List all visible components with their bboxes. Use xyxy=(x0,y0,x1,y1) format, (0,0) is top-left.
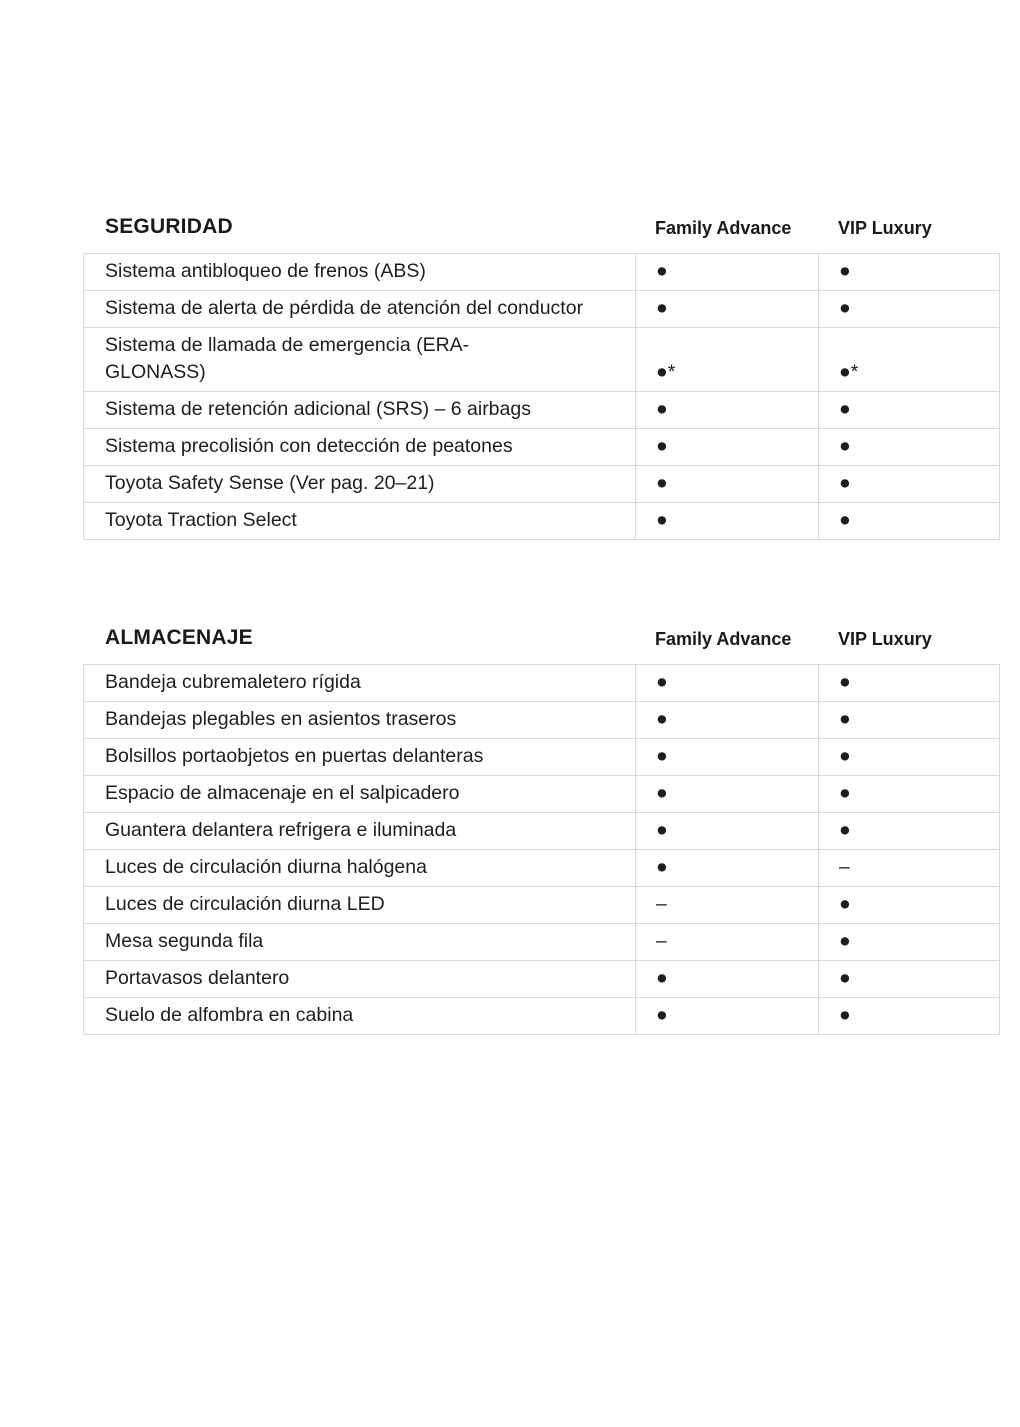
feature-label: Toyota Safety Sense (Ver pag. 20–21) xyxy=(84,466,636,503)
vip-luxury-value: ● xyxy=(819,961,1000,998)
feature-label: Sistema precolisión con detección de peatones xyxy=(84,429,636,466)
column-header-vip-luxury: VIP Luxury xyxy=(838,218,932,238)
table-row xyxy=(84,961,1000,998)
almacenaje-table xyxy=(83,664,1000,1035)
family-advance-value: ● xyxy=(636,998,819,1035)
vip-luxury-value: ● xyxy=(819,739,1000,776)
feature-label: Bandejas plegables en asientos traseros xyxy=(84,702,636,739)
table-row xyxy=(84,328,1000,392)
column-header-vip-luxury: VIP Luxury xyxy=(838,629,932,649)
family-advance-value: ● xyxy=(636,503,819,540)
vip-luxury-value: – xyxy=(819,850,1000,887)
table-row xyxy=(84,813,1000,850)
feature-label: Luces de circulación diurna halógena xyxy=(84,850,636,887)
feature-label: Sistema de llamada de emergencia (ERA-GLONASS) xyxy=(84,328,636,392)
feature-label: Sistema antibloqueo de frenos (ABS) xyxy=(84,254,636,291)
feature-label: Bandeja cubremaletero rígida xyxy=(84,665,636,702)
table-row xyxy=(84,466,1000,503)
section-title: SEGURIDAD xyxy=(105,215,233,238)
seguridad-section xyxy=(83,215,1000,531)
vip-luxury-value: ● xyxy=(819,392,1000,429)
table-row xyxy=(84,998,1000,1035)
family-advance-value: ● xyxy=(636,665,819,702)
column-header-family-advance: Family Advance xyxy=(655,218,792,238)
table-row xyxy=(84,429,1000,466)
vip-luxury-value: ● xyxy=(819,924,1000,961)
family-advance-value: ● xyxy=(636,776,819,813)
vip-luxury-value: ● xyxy=(819,813,1000,850)
feature-label: Toyota Traction Select xyxy=(84,503,636,540)
section-header xyxy=(83,215,1000,255)
table-row xyxy=(84,702,1000,739)
family-advance-value: – xyxy=(636,924,819,961)
family-advance-value: ● xyxy=(636,254,819,291)
family-advance-value: ● xyxy=(636,739,819,776)
vip-luxury-value: ● xyxy=(819,503,1000,540)
vip-luxury-value: ● xyxy=(819,887,1000,924)
table-row xyxy=(84,291,1000,328)
feature-label: Mesa segunda fila xyxy=(84,924,636,961)
family-advance-value: ● xyxy=(636,466,819,503)
section-title: ALMACENAJE xyxy=(105,626,253,649)
feature-label: Sistema de alerta de pérdida de atención del conductor xyxy=(84,291,636,328)
feature-label: Suelo de alfombra en cabina xyxy=(84,998,636,1035)
seguridad-table xyxy=(83,253,1000,540)
table-row xyxy=(84,739,1000,776)
vip-luxury-value: ● xyxy=(819,429,1000,466)
family-advance-value: ● xyxy=(636,392,819,429)
feature-label: Espacio de almacenaje en el salpicadero xyxy=(84,776,636,813)
column-header-family-advance: Family Advance xyxy=(655,629,792,649)
feature-label: Bolsillos portaobjetos en puertas delanteras xyxy=(84,739,636,776)
family-advance-value: ● xyxy=(636,961,819,998)
section-header xyxy=(83,626,1000,666)
vip-luxury-value: ● xyxy=(819,998,1000,1035)
table-row xyxy=(84,776,1000,813)
table-row xyxy=(84,850,1000,887)
family-advance-value: ● xyxy=(636,813,819,850)
vip-luxury-value: ●* xyxy=(819,328,1000,392)
vip-luxury-value: ● xyxy=(819,291,1000,328)
vip-luxury-value: ● xyxy=(819,776,1000,813)
family-advance-value: ● xyxy=(636,291,819,328)
feature-label: Sistema de retención adicional (SRS) – 6 airbags xyxy=(84,392,636,429)
feature-label: Guantera delantera refrigera e iluminada xyxy=(84,813,636,850)
almacenaje-section xyxy=(83,626,1000,1026)
vip-luxury-value: ● xyxy=(819,665,1000,702)
vip-luxury-value: ● xyxy=(819,466,1000,503)
table-row xyxy=(84,392,1000,429)
table-row xyxy=(84,503,1000,540)
family-advance-value: ●* xyxy=(636,328,819,392)
table-row xyxy=(84,665,1000,702)
table-row xyxy=(84,887,1000,924)
family-advance-value: ● xyxy=(636,850,819,887)
feature-label: Luces de circulación diurna LED xyxy=(84,887,636,924)
vip-luxury-value: ● xyxy=(819,702,1000,739)
family-advance-value: ● xyxy=(636,702,819,739)
table-row xyxy=(84,924,1000,961)
table-row xyxy=(84,254,1000,291)
vip-luxury-value: ● xyxy=(819,254,1000,291)
family-advance-value: – xyxy=(636,887,819,924)
feature-label: Portavasos delantero xyxy=(84,961,636,998)
family-advance-value: ● xyxy=(636,429,819,466)
